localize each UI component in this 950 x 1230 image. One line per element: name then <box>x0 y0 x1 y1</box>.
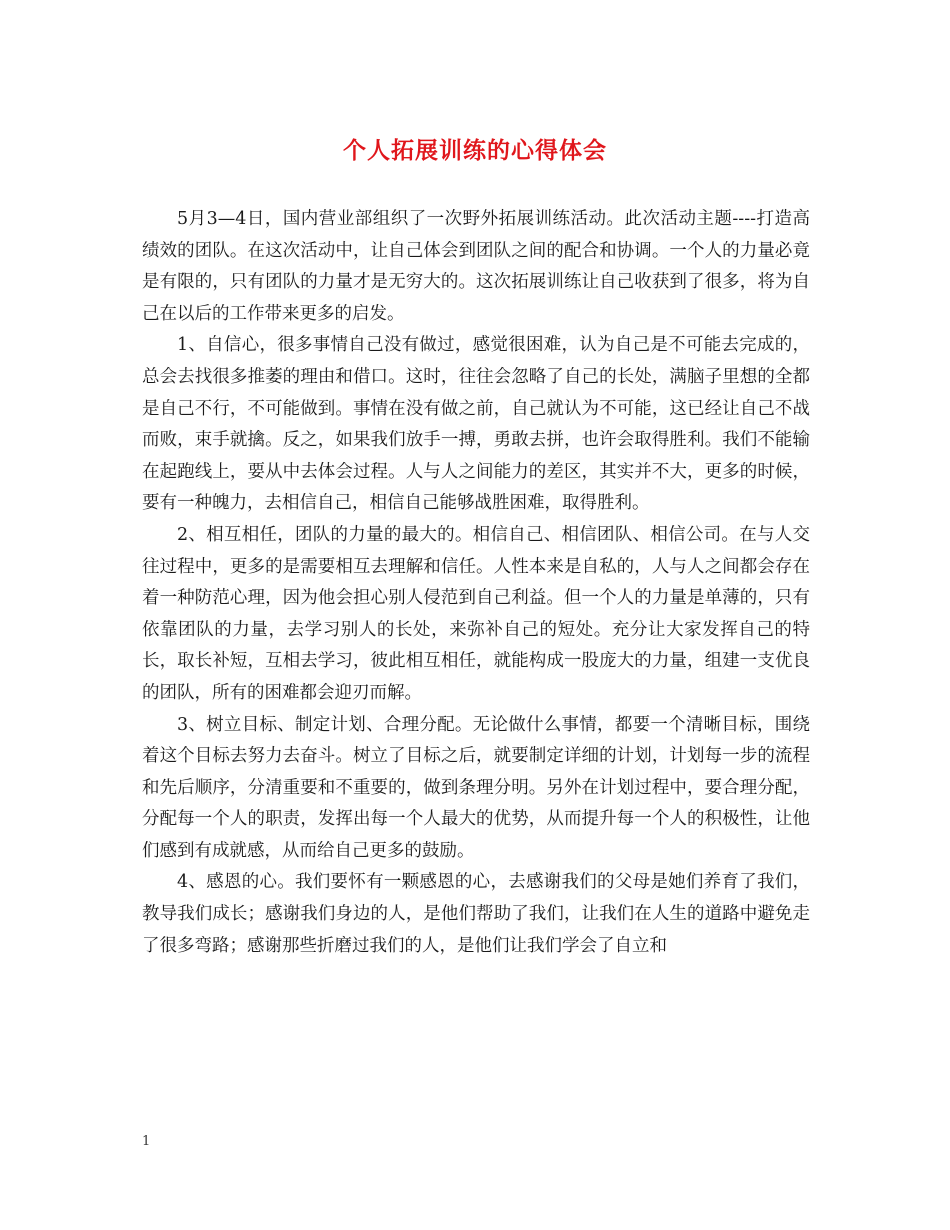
paragraph-goals-planning: 3、树立目标、制定计划、合理分配。无论做什么事情，都要一个清晰目标，围绕着这个目标去努力去奋斗。树立了目标之后，就要制定详细的计划，计划每一步的流程和先后顺序，分清重要和不重要的，做到条理分明。另外在计划过程中，要合理分配，分配每一个人的职责，发挥出每一个人最大的优势，从而提升每一个人的积极性，让他们感到有成就感，从而给自己更多的鼓励。 <box>142 714 810 861</box>
document-body <box>142 204 810 962</box>
paragraph-confidence: 1、自信心，很多事情自己没有做过，感觉很困难，认为自己是不可能去完成的，总会去找很多推萎的理由和借口。这时，往往会忽略了自己的长处，满脑子里想的全都是自己不行，不可能做到。事情在没有做之前，自己就认为不可能，这已经让自己不战而败，束手就擒。反之，如果我们放手一搏，勇敢去拼，也许会取得胜利。我们不能输在起跑线上，要从中去体会过程。人与人之间能力的差区，其实并不大，更多的时候，要有一种魄力，去相信自己，相信自己能够战胜困难，取得胜利。 <box>142 335 810 514</box>
document-title: 个人拓展训练的心得体会 <box>343 137 607 164</box>
paragraph-intro: 5月3—4日，国内营业部组织了一次野外拓展训练活动。此次活动主题----打造高绩效的团队。在这次活动中，让自己体会到团队之间的配合和协调。一个人的力量必竟是有限的，只有团队的力量才是无穷大的。这次拓展训练让自己收获到了很多，将为自己在以后的工作带来更多的启发。 <box>142 209 810 324</box>
paragraph-mutual-trust: 2、相互相任，团队的力量的最大的。相信自己、相信团队、相信公司。在与人交往过程中，更多的是需要相互去理解和信任。人性本来是自私的，人与人之间都会存在着一种防范心理，因为他会担心别人侵范到自己利益。但一个人的力量是单薄的，只有依靠团队的力量，去学习别人的长处，来弥补自己的短处。充分让大家发挥自己的特长，取长补短，互相去学习，彼此相互相任，就能构成一股庞大的力量，组建一支优良的团队，所有的困难都会迎刃而解。 <box>142 524 810 703</box>
paragraph-gratitude: 4、感恩的心。我们要怀有一颗感恩的心，去感谢我们的父母是她们养育了我们，教导我们成长；感谢我们身边的人，是他们帮助了我们，让我们在人生的道路中避免走了很多弯路；感谢那些折磨过我们的人，是他们让我们学会了自立和 <box>142 872 810 956</box>
page-number: 1 <box>142 1134 151 1149</box>
